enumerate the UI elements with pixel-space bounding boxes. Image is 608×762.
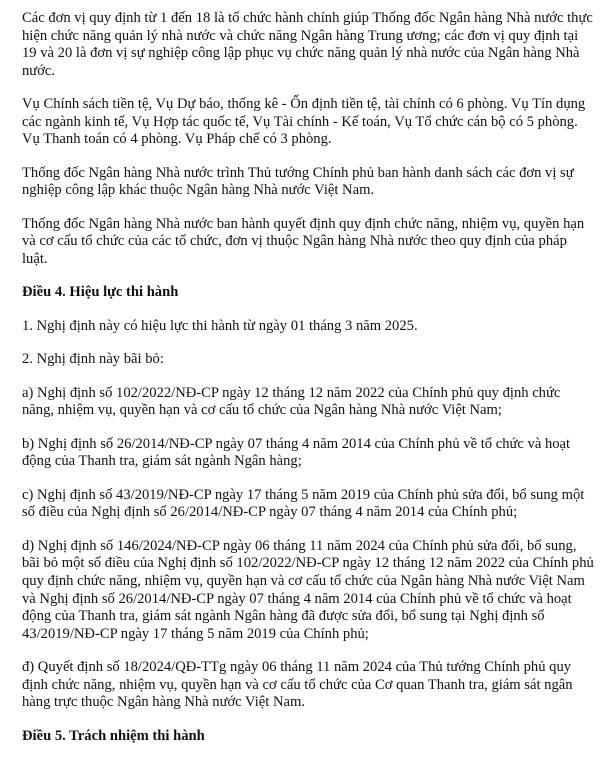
article-4-item-d: d) Nghị định số 146/2024/NĐ-CP ngày 06 tháng 11 năm 2024 của Chính phủ sửa đổi, bổ sung, bãi bỏ một số điều của Nghị định số 102/2022/NĐ-CP ngày 12 tháng 12 năm 2022 của Chính phủ quy định chức năng, nhiệm vụ, quyền hạn và cơ cấu tổ chức của Ngân hàng Nhà nước Việt Nam và Nghị định số 26/2014/NĐ-CP ngày 07 tháng 4 năm 2014 của Chính phủ về tổ chức và hoạt động của Thanh tra, giám sát ngành Ngân hàng đã được sửa đổi, bổ sung tại Nghị định số 43/2019/NĐ-CP ngày 17 tháng 5 năm 2019 của Chính phủ;	[22, 537, 594, 642]
article-4-clause-1: 1. Nghị định này có hiệu lực thi hành từ ngày 01 tháng 3 năm 2025.	[22, 318, 418, 335]
article-4-item-a: a) Nghị định số 102/2022/NĐ-CP ngày 12 tháng 12 năm 2022 của Chính phủ quy định chức năng, nhiệm vụ, quyền hạn và cơ cấu tổ chức của Ngân hàng Nhà nước Việt Nam;	[22, 384, 561, 419]
paragraph-governor-submits: Thống đốc Ngân hàng Nhà nước trình Thủ tướng Chính phủ ban hành danh sách các đơn vị sự nghiệp công lập khác thuộc Ngân hàng Nhà nước Việt Nam.	[22, 164, 574, 199]
paragraph-department-rooms: Vụ Chính sách tiền tệ, Vụ Dự báo, thống kê - Ổn định tiền tệ, tài chính có 6 phòng. Vụ Tín dụng các ngành kinh tế, Vụ Hợp tác quốc tế, Vụ Tài chính - Kế toán, Vụ Tổ chức cán bộ có 5 phòng. Vụ Thanh toán có 4 phòng. Vụ Pháp chế có 3 phòng.	[22, 96, 586, 148]
article-4-item-b: b) Nghị định số 26/2014/NĐ-CP ngày 07 tháng 4 năm 2014 của Chính phủ về tổ chức và hoạt động của Thanh tra, giám sát ngành Ngân hàng;	[22, 435, 571, 470]
article-5-heading: Điều 5. Trách nhiệm thi hành	[22, 727, 205, 744]
article-4-item-c: c) Nghị định số 43/2019/NĐ-CP ngày 17 tháng 5 năm 2019 của Chính phủ sửa đổi, bổ sung một số điều của Nghị định số 26/2014/NĐ-CP ngày 07 tháng 4 năm 2014 của Chính phủ;	[22, 486, 585, 521]
article-4-item-dd: đ) Quyết định số 18/2024/QĐ-TTg ngày 06 tháng 11 năm 2024 của Thủ tướng Chính phủ quy định chức năng, nhiệm vụ, quyền hạn và cơ cấu tổ chức của Cơ quan Thanh tra, giám sát ngân hàng trực thuộc Ngân hàng Nhà nước Việt Nam.	[22, 659, 573, 711]
article-4-heading: Điều 4. Hiệu lực thi hành	[22, 284, 179, 301]
paragraph-unit-types: Các đơn vị quy định từ 1 đến 18 là tổ chức hành chính giúp Thống đốc Ngân hàng Nhà nước thực hiện chức năng quản lý nhà nước và chức năng Ngân hàng Trung ương; các đơn vị quy định tại 19 và 20 là đơn vị sự nghiệp công lập phục vụ chức năng quản lý nhà nước của Ngân hàng Nhà nước.	[22, 10, 593, 79]
article-4-clause-2: 2. Nghị định này bãi bỏ:	[22, 351, 164, 368]
document-body	[22, 10, 594, 762]
paragraph-governor-decides: Thống đốc Ngân hàng Nhà nước ban hành quyết định quy định chức năng, nhiệm vụ, quyền hạn và cơ cấu tổ chức của các tổ chức, đơn vị thuộc Ngân hàng Nhà nước theo quy định của pháp luật.	[22, 215, 585, 267]
